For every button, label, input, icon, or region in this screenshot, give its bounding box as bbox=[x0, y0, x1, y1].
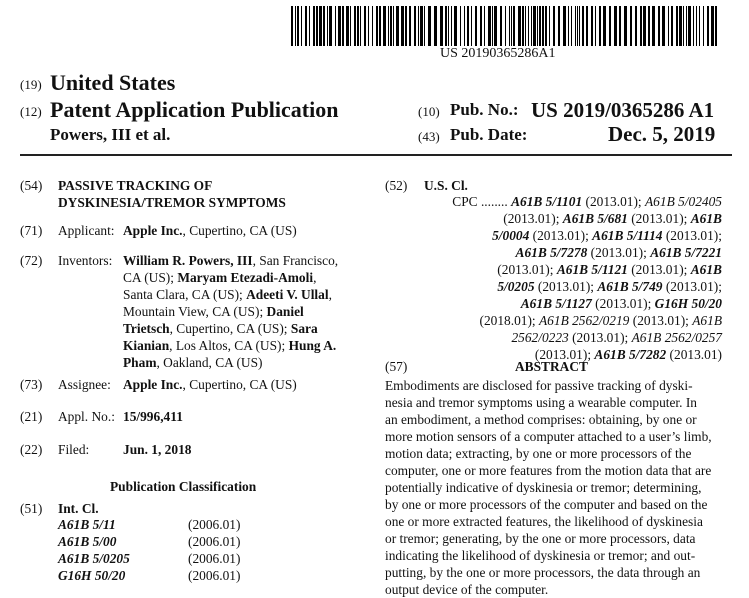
barcode-bar bbox=[635, 6, 637, 46]
barcode-bar bbox=[586, 6, 588, 46]
barcode-bar bbox=[309, 6, 310, 46]
barcode-bar bbox=[571, 6, 572, 46]
appl-no-label: Appl. No.: bbox=[58, 409, 115, 424]
barcode-bar bbox=[671, 6, 673, 46]
inventor-location: , Oakland, CA (US) bbox=[156, 355, 263, 370]
abstract-line: an embodiment, a method comprises: obtaining, by one or bbox=[385, 412, 697, 427]
barcode-bar bbox=[379, 6, 381, 46]
inventor-location: CA (US); bbox=[123, 270, 178, 285]
barcode-bar bbox=[553, 6, 555, 46]
barcode-bar bbox=[480, 6, 482, 46]
barcode-bar bbox=[354, 6, 356, 46]
barcode-bar bbox=[494, 6, 497, 46]
inventor-location: , Cupertino, CA (US); bbox=[169, 321, 291, 336]
int-cl-row bbox=[58, 516, 240, 533]
cpc-year: (2013.01); bbox=[627, 211, 691, 226]
cpc-year: (2013.01); bbox=[662, 228, 722, 243]
barcode-bar bbox=[467, 6, 469, 46]
cpc-code: A61B 5/1101 bbox=[511, 194, 583, 209]
int-cl-label: Int. Cl. bbox=[58, 501, 99, 516]
abstract-line: computer, one or more features from the motion data that are bbox=[385, 463, 712, 478]
barcode-bar bbox=[643, 6, 646, 46]
barcode-bar bbox=[492, 6, 493, 46]
barcode-bar bbox=[350, 6, 351, 46]
barcode-bar bbox=[335, 6, 336, 46]
barcode-bar bbox=[509, 6, 510, 46]
pub-no-value: US 2019/0365286 A1 bbox=[531, 98, 715, 122]
cpc-code: A61B 5/1127 bbox=[520, 296, 592, 311]
int-cl-code: A61B 5/0205 bbox=[58, 551, 130, 566]
us-cl-label: U.S. Cl. bbox=[424, 178, 468, 193]
inventor-name: Kianian bbox=[123, 338, 170, 353]
barcode-bar bbox=[522, 6, 524, 46]
int-cl-year: (2006.01) bbox=[188, 534, 241, 549]
barcode-bar bbox=[338, 6, 341, 46]
barcode-bar bbox=[505, 6, 506, 46]
assignee-name: Apple Inc. bbox=[123, 377, 183, 392]
inventor-name: Adeeti V. Ullal bbox=[246, 287, 329, 302]
barcode-bar bbox=[313, 6, 315, 46]
inventor-name: Hung A. bbox=[288, 338, 337, 353]
barcode-bar bbox=[500, 6, 502, 46]
country-name: United States bbox=[50, 70, 176, 95]
barcode-bar bbox=[703, 6, 704, 46]
barcode-bar bbox=[686, 6, 687, 46]
barcode-bar bbox=[424, 6, 425, 46]
abstract-line: nesia and tremor symptoms using a wearable computer. In bbox=[385, 395, 697, 410]
title-line-2: DYSKINESIA/TREMOR SYMPTOMS bbox=[58, 195, 286, 210]
cpc-year: (2013.01); bbox=[627, 262, 691, 277]
barcode-bar bbox=[624, 6, 627, 46]
cpc-code: A61B 5/7282 bbox=[594, 347, 667, 362]
inid-code-72: (72) bbox=[20, 253, 43, 268]
barcode-bar bbox=[711, 6, 714, 46]
barcode-bar bbox=[440, 6, 443, 46]
applicant-location: , Cupertino, CA (US) bbox=[182, 223, 297, 238]
cpc-prefix: CPC ........ bbox=[452, 194, 512, 209]
barcode-bar bbox=[360, 6, 361, 46]
barcode-bar bbox=[668, 6, 669, 46]
barcode-bar bbox=[579, 6, 580, 46]
barcode-bar bbox=[652, 6, 655, 46]
abstract-line: indicating the likelihood of dyskinesia or tremor; and out- bbox=[385, 548, 696, 563]
barcode-bar bbox=[305, 6, 307, 46]
abstract-line: motion data; extracting, by one or more processors of the bbox=[385, 446, 692, 461]
abstract-line: putting, by the one or more processors, the data through an bbox=[385, 565, 701, 580]
cpc-year: (2013.01); bbox=[662, 279, 722, 294]
applicant-label: Applicant: bbox=[58, 223, 115, 238]
barcode-bar bbox=[393, 6, 394, 46]
int-cl-row bbox=[58, 533, 240, 550]
barcode-bar bbox=[525, 6, 526, 46]
inventor-location: Mountain View, CA (US); bbox=[123, 304, 267, 319]
inventors-label: Inventors: bbox=[58, 253, 113, 268]
barcode-bar bbox=[688, 6, 691, 46]
barcode-bar bbox=[405, 6, 407, 46]
barcode-bar bbox=[699, 6, 700, 46]
cpc-code: A61B 5/1114 bbox=[592, 228, 663, 243]
barcode-bar bbox=[595, 6, 596, 46]
inid-code-22: (22) bbox=[20, 442, 43, 457]
int-cl-year: (2006.01) bbox=[188, 551, 241, 566]
barcode-bar bbox=[471, 6, 472, 46]
cpc-code: A61B 5/02405 bbox=[645, 194, 722, 209]
cpc-code: A61B 5/749 bbox=[597, 279, 663, 294]
filed-value: Jun. 1, 2018 bbox=[123, 442, 192, 457]
filed-label: Filed: bbox=[58, 442, 90, 457]
barcode-bar bbox=[488, 6, 491, 46]
barcode-bar bbox=[609, 6, 611, 46]
barcode-bar bbox=[577, 6, 578, 46]
cpc-year: (2013.01); bbox=[529, 228, 593, 243]
barcode-bar bbox=[418, 6, 419, 46]
assignee-value bbox=[123, 376, 297, 393]
barcode-bar bbox=[603, 6, 606, 46]
barcode-bar bbox=[368, 6, 369, 46]
barcode-bar bbox=[454, 6, 457, 46]
abstract-line: by one or more processors of the computer and based on the bbox=[385, 497, 708, 512]
int-cl-row bbox=[58, 550, 240, 567]
barcode-bar bbox=[533, 6, 536, 46]
barcode-bar bbox=[291, 6, 293, 46]
barcode-bar bbox=[676, 6, 678, 46]
cpc-code: A61B 2562/0219 bbox=[539, 313, 630, 328]
applicant-value bbox=[123, 222, 297, 239]
barcode-bar bbox=[549, 6, 550, 46]
barcode-bar bbox=[513, 6, 515, 46]
barcode-bar bbox=[707, 6, 709, 46]
assignee-label: Assignee: bbox=[58, 377, 111, 392]
barcode-bar bbox=[396, 6, 399, 46]
barcode-bar bbox=[445, 6, 447, 46]
barcode-bar bbox=[316, 6, 318, 46]
title-line-1: PASSIVE TRACKING OF bbox=[58, 178, 213, 193]
cpc-code: 5/0205 bbox=[497, 279, 535, 294]
inid-code-54: (54) bbox=[20, 178, 43, 193]
int-cl-row bbox=[58, 567, 240, 584]
barcode-bar bbox=[475, 6, 477, 46]
pub-date-label: Pub. Date: bbox=[450, 125, 528, 144]
barcode-bar bbox=[401, 6, 404, 46]
abstract-line: Embodiments are disclosed for passive tracking of dyski- bbox=[385, 378, 693, 393]
inventor-location: , San Francisco, bbox=[252, 253, 339, 268]
barcode-bar bbox=[537, 6, 538, 46]
inid-code-12: (12) bbox=[20, 104, 42, 119]
cpc-code: A61B 5/1121 bbox=[556, 262, 628, 277]
barcode-bar bbox=[518, 6, 521, 46]
int-cl-code: A61B 5/00 bbox=[58, 534, 117, 549]
publication-classification-heading: Publication Classification bbox=[110, 479, 257, 494]
int-cl-code: A61B 5/11 bbox=[58, 517, 116, 532]
barcode-bar bbox=[683, 6, 684, 46]
cpc-year: (2018.01); bbox=[479, 313, 539, 328]
barcode-bar bbox=[614, 6, 617, 46]
barcode-bar bbox=[390, 6, 392, 46]
barcode-bar bbox=[383, 6, 386, 46]
cpc-code: A61B 5/7221 bbox=[650, 245, 722, 260]
barcode-bar bbox=[434, 6, 437, 46]
barcode-bar bbox=[568, 6, 569, 46]
inventor-name: William R. Powers, III bbox=[123, 253, 253, 268]
barcode-bar bbox=[301, 6, 302, 46]
abstract-line: more motion sensors of a computer attached to a user’s limb, bbox=[385, 429, 712, 444]
barcode-bar bbox=[696, 6, 697, 46]
inventors-list bbox=[123, 252, 338, 371]
barcode-bar bbox=[539, 6, 541, 46]
barcode-bar bbox=[428, 6, 431, 46]
barcode-bar bbox=[619, 6, 621, 46]
assignee-location: , Cupertino, CA (US) bbox=[182, 377, 297, 392]
barcode-bar bbox=[329, 6, 332, 46]
inid-code-51: (51) bbox=[20, 501, 43, 516]
barcode-bar bbox=[679, 6, 682, 46]
inid-code-10: (10) bbox=[418, 104, 440, 119]
cpc-year: (2013.01); bbox=[582, 194, 645, 209]
barcode-bar bbox=[542, 6, 544, 46]
abstract-line: output device of the computer. bbox=[385, 582, 549, 597]
cpc-year: (2013.01); bbox=[591, 296, 655, 311]
inventor-separator: , bbox=[313, 270, 317, 285]
barcode-bar bbox=[648, 6, 650, 46]
barcode-bar bbox=[409, 6, 411, 46]
inid-code-19: (19) bbox=[20, 77, 42, 92]
inventor-name: Daniel bbox=[266, 304, 304, 319]
pub-no-label: Pub. No.: bbox=[450, 100, 519, 119]
barcode-bar bbox=[388, 6, 389, 46]
cpc-classification bbox=[424, 193, 722, 363]
cpc-year: (2013.01); bbox=[629, 313, 693, 328]
barcode-bar bbox=[558, 6, 560, 46]
inid-code-73: (73) bbox=[20, 377, 43, 392]
barcode-bar bbox=[599, 6, 601, 46]
barcode-bar bbox=[484, 6, 485, 46]
invention-title bbox=[58, 177, 286, 211]
barcode-image bbox=[291, 6, 719, 46]
barcode-bar bbox=[451, 6, 452, 46]
inventor-name: Maryam Etezadi-Amoli bbox=[177, 270, 314, 285]
inventor-name: Sara bbox=[290, 321, 318, 336]
cpc-code: A61B bbox=[690, 262, 722, 277]
cpc-year: (2013.01) bbox=[666, 347, 722, 362]
barcode-bar bbox=[630, 6, 632, 46]
barcode-bar bbox=[582, 6, 584, 46]
barcode-bar bbox=[376, 6, 378, 46]
abstract-heading: ABSTRACT bbox=[515, 359, 588, 374]
barcode-bar bbox=[528, 6, 529, 46]
cpc-code: 2562/0223 bbox=[511, 330, 569, 345]
barcode-bar bbox=[531, 6, 532, 46]
barcode-bar bbox=[591, 6, 593, 46]
int-cl-year: (2006.01) bbox=[188, 568, 241, 583]
cpc-year: (2013.01); bbox=[503, 211, 563, 226]
barcode-bar bbox=[319, 6, 322, 46]
barcode-bar bbox=[420, 6, 423, 46]
barcode-bar bbox=[511, 6, 512, 46]
inventor-name: Pham bbox=[123, 355, 157, 370]
abstract-line: one or more extracted features, the likelihood of dyskinesia bbox=[385, 514, 703, 529]
abstract-line: or tremor; generating, by the one or more processors, data bbox=[385, 531, 696, 546]
cpc-year: (2013.01); bbox=[534, 347, 595, 362]
cpc-year: (2013.01); bbox=[497, 262, 557, 277]
barcode-bar bbox=[662, 6, 665, 46]
barcode-bar bbox=[357, 6, 359, 46]
barcode-bar bbox=[693, 6, 694, 46]
inventor-separator: , bbox=[328, 287, 332, 302]
inid-code-43: (43) bbox=[418, 129, 440, 144]
cpc-year: (2013.01); bbox=[587, 245, 651, 260]
cpc-year: (2013.01); bbox=[534, 279, 598, 294]
int-cl-list bbox=[58, 516, 240, 584]
appl-no-value: 15/996,411 bbox=[123, 409, 183, 424]
cpc-code: A61B bbox=[692, 313, 722, 328]
inventor-location: Santa Clara, CA (US); bbox=[123, 287, 247, 302]
inid-code-52: (52) bbox=[385, 178, 408, 193]
barcode-bar bbox=[297, 6, 299, 46]
cpc-code: 5/0004 bbox=[492, 228, 530, 243]
inid-code-21: (21) bbox=[20, 409, 43, 424]
inventor-name: Trietsch bbox=[123, 321, 170, 336]
pub-date-value: Dec. 5, 2019 bbox=[608, 122, 716, 146]
barcode-bar bbox=[295, 6, 296, 46]
barcode-bar bbox=[364, 6, 366, 46]
applicant-name: Apple Inc. bbox=[123, 223, 183, 238]
cpc-year: (2013.01); bbox=[568, 330, 632, 345]
barcode-bar bbox=[460, 6, 461, 46]
inventor-location: , Los Altos, CA (US); bbox=[169, 338, 289, 353]
barcode-bar bbox=[346, 6, 349, 46]
header-divider bbox=[20, 154, 732, 156]
abstract-body bbox=[385, 377, 722, 598]
cpc-code: A61B bbox=[690, 211, 722, 226]
cpc-code: A61B 5/7278 bbox=[515, 245, 588, 260]
barcode-bar bbox=[323, 6, 325, 46]
inid-code-57: (57) bbox=[385, 359, 408, 374]
barcode-bar bbox=[640, 6, 642, 46]
barcode-bar bbox=[342, 6, 344, 46]
int-cl-year: (2006.01) bbox=[188, 517, 241, 532]
barcode-bar bbox=[575, 6, 576, 46]
authors: Powers, III et al. bbox=[50, 125, 171, 144]
inid-code-71: (71) bbox=[20, 223, 43, 238]
abstract-line: potentially indicative of dyskinesia or tremor; determining, bbox=[385, 480, 702, 495]
cpc-code: A61B 5/681 bbox=[562, 211, 628, 226]
cpc-code: A61B 2562/0257 bbox=[631, 330, 722, 345]
barcode-bar bbox=[658, 6, 660, 46]
barcode-bar bbox=[448, 6, 449, 46]
barcode-bar bbox=[327, 6, 328, 46]
barcode-bar bbox=[563, 6, 566, 46]
barcode-bar bbox=[372, 6, 373, 46]
barcode-bar bbox=[715, 6, 717, 46]
int-cl-code: G16H 50/20 bbox=[58, 568, 126, 583]
barcode-number: US 20190365286A1 bbox=[440, 46, 556, 61]
barcode-bar bbox=[464, 6, 465, 46]
cpc-code: G16H 50/20 bbox=[654, 296, 722, 311]
barcode-bar bbox=[545, 6, 547, 46]
document-type: Patent Application Publication bbox=[50, 97, 339, 122]
barcode-bar bbox=[414, 6, 416, 46]
